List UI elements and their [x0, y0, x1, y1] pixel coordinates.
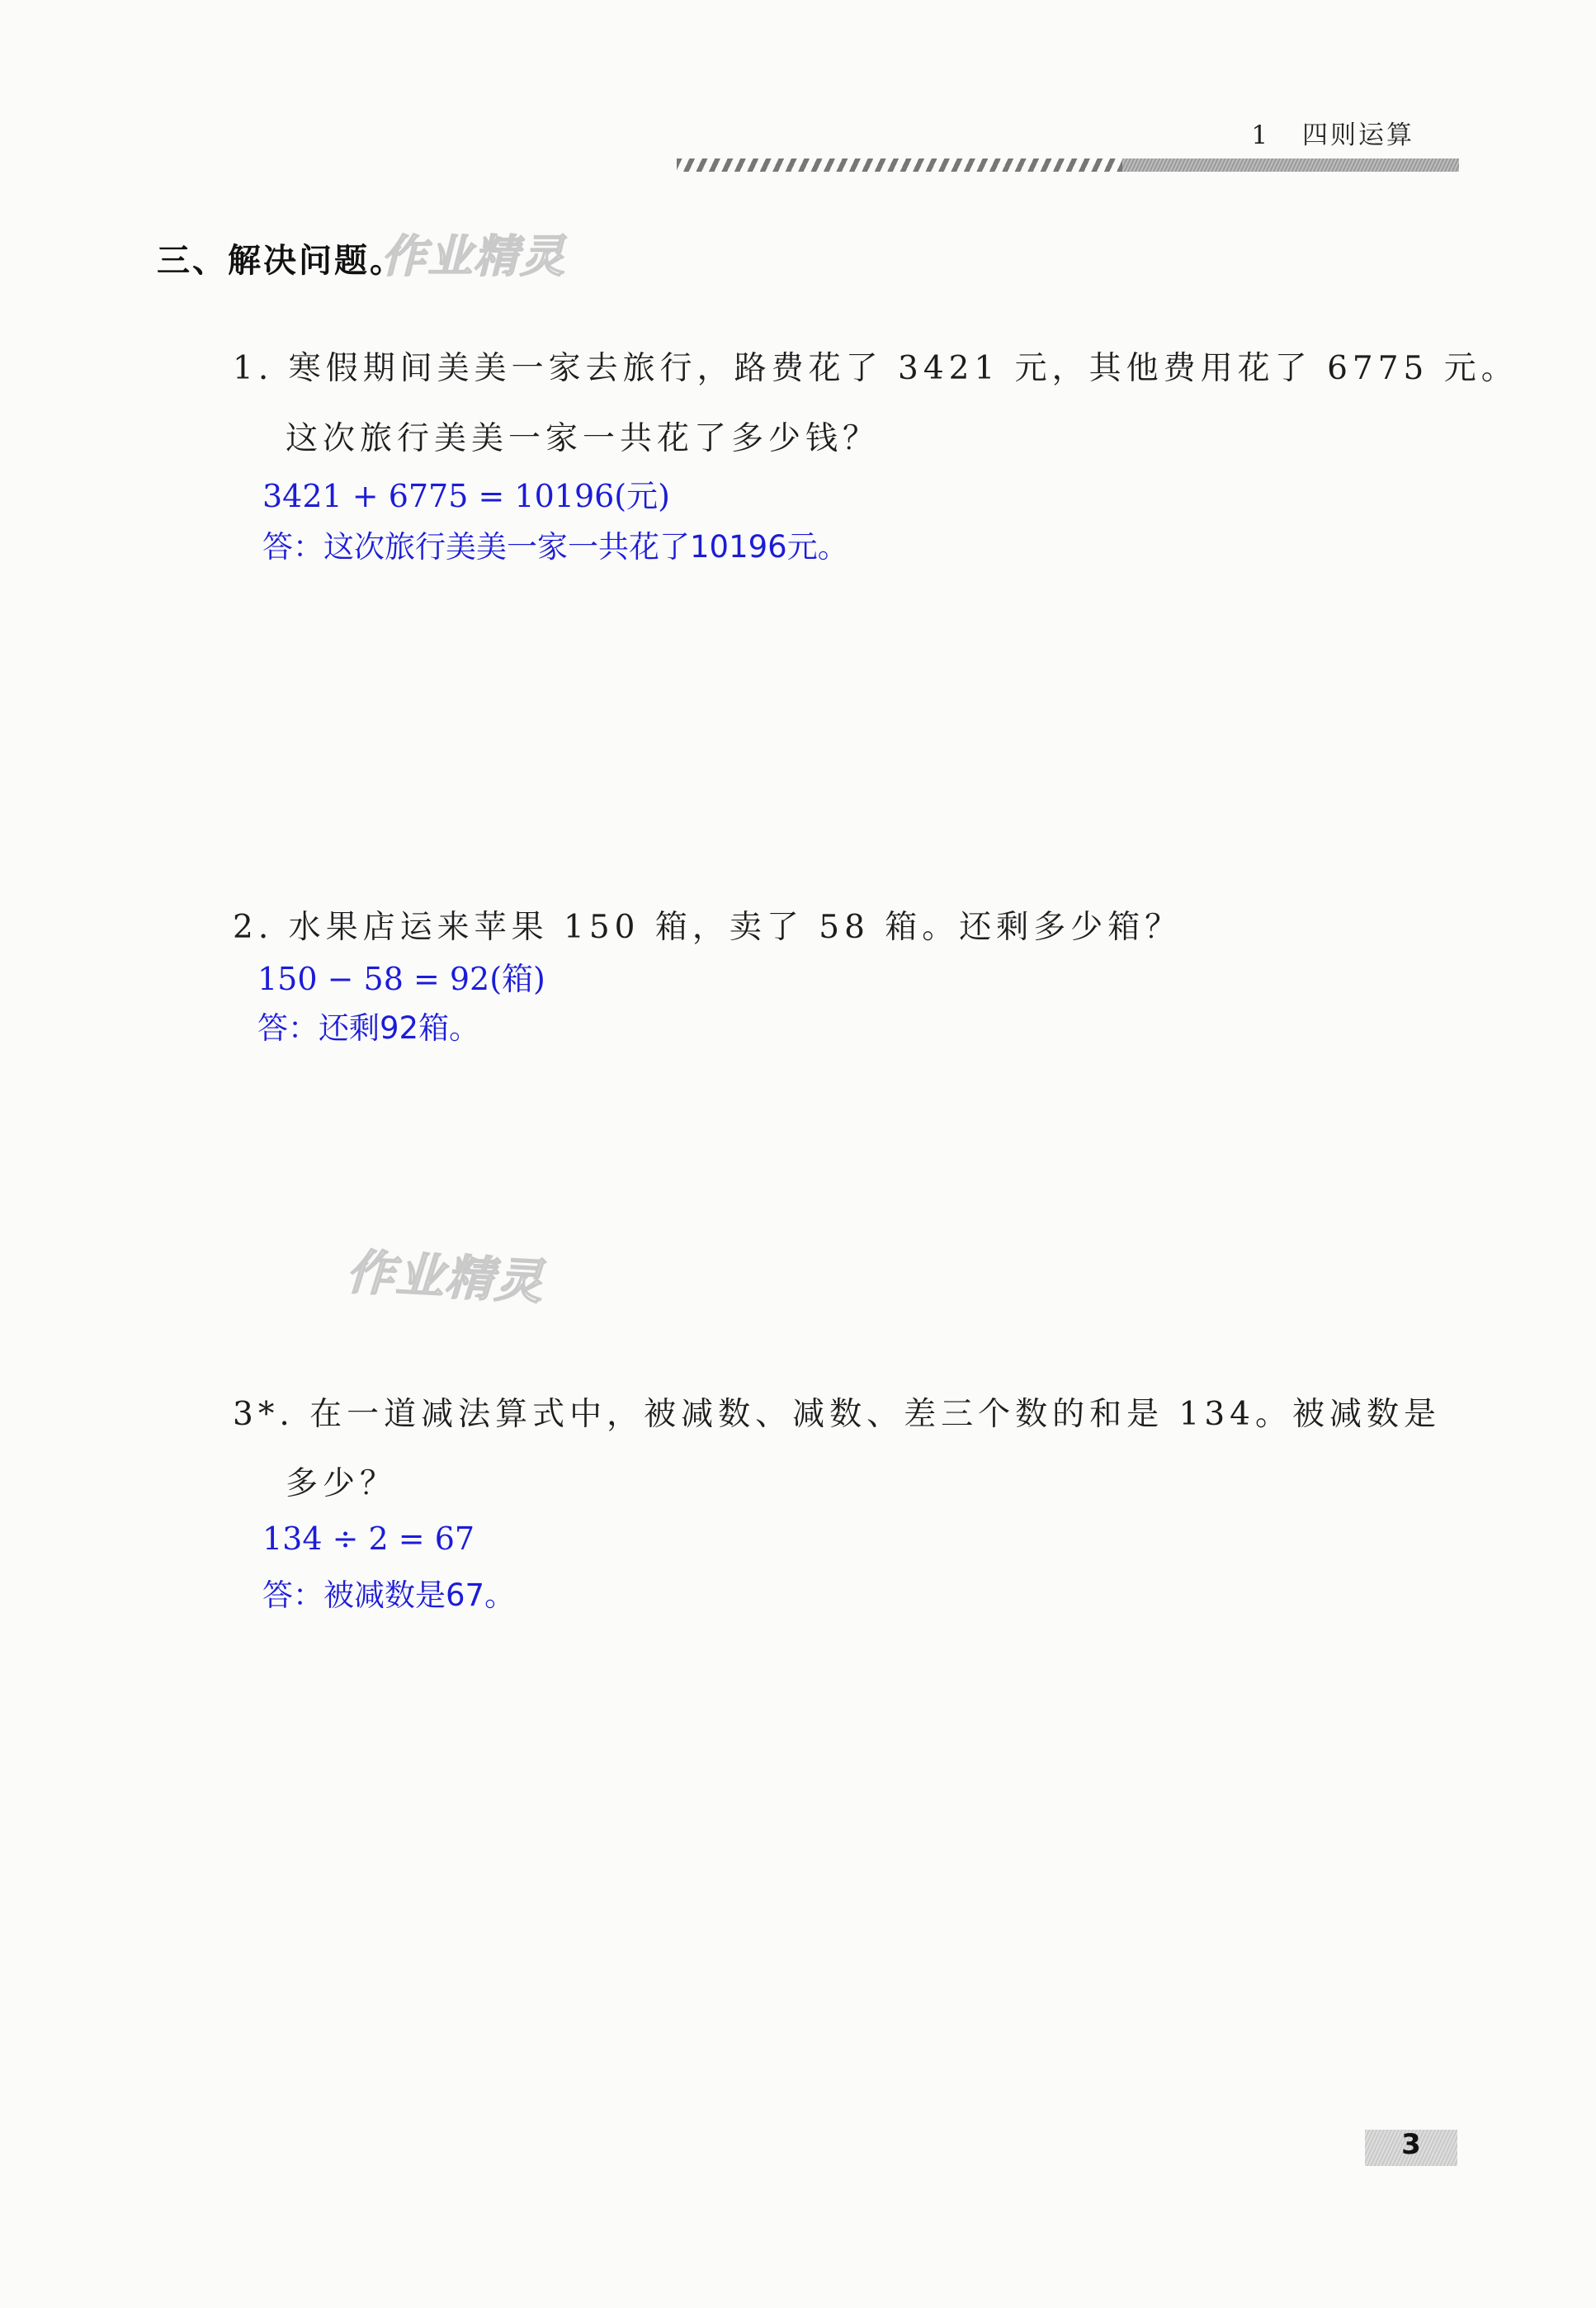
- problem-2-text: 水果店运来苹果 150 箱，卖了 58 箱。还剩多少箱？: [288, 909, 1183, 946]
- problem-1-line-1: [233, 343, 1518, 389]
- header-divider: [677, 158, 1459, 172]
- problem-2-answer-text: 答：还剩92箱。: [257, 1010, 480, 1046]
- problem-3-answer-text: 答：被减数是67。: [262, 1577, 516, 1613]
- chapter-number: 1: [1251, 121, 1271, 150]
- problem-3-line-1: [233, 1388, 1441, 1435]
- problem-2-line-1: [233, 901, 1182, 948]
- problem-1-number: 1.: [233, 350, 274, 387]
- problem-1-answer-formula: 3421 + 6775 = 10196(元): [262, 478, 670, 514]
- problem-1-line-2: 这次旅行美美一家一共花了多少钱？: [286, 420, 881, 457]
- watermark-logo: 作业精灵: [345, 1243, 546, 1311]
- problem-3-text: 在一道减法算式中，被减数、减数、差三个数的和是 134。被减数是: [309, 1396, 1441, 1433]
- problem-3-line-2: 多少？: [286, 1465, 398, 1502]
- problem-2-answer-formula: 150 − 58 = 92(箱): [257, 961, 545, 997]
- problem-3-number: 3*.: [233, 1396, 295, 1433]
- chapter-title: 四则运算: [1302, 121, 1414, 150]
- problem-1-answer-text: 答：这次旅行美美一家一共花了10196元。: [262, 529, 848, 565]
- chapter-header: [1251, 114, 1414, 151]
- section-title: 三、解决问题。: [157, 242, 405, 280]
- problem-2-number: 2.: [233, 909, 274, 946]
- header-hatch-pattern: [677, 158, 1122, 172]
- page-number: 3: [1401, 2128, 1421, 2161]
- header-bar: [1122, 158, 1459, 172]
- watermark-logo: 作业精灵: [381, 230, 566, 282]
- problem-3-answer-formula: 134 ÷ 2 = 67: [262, 1521, 475, 1557]
- problem-1-text: 寒假期间美美一家去旅行，路费花了 3421 元，其他费用花了 6775 元。: [288, 350, 1518, 387]
